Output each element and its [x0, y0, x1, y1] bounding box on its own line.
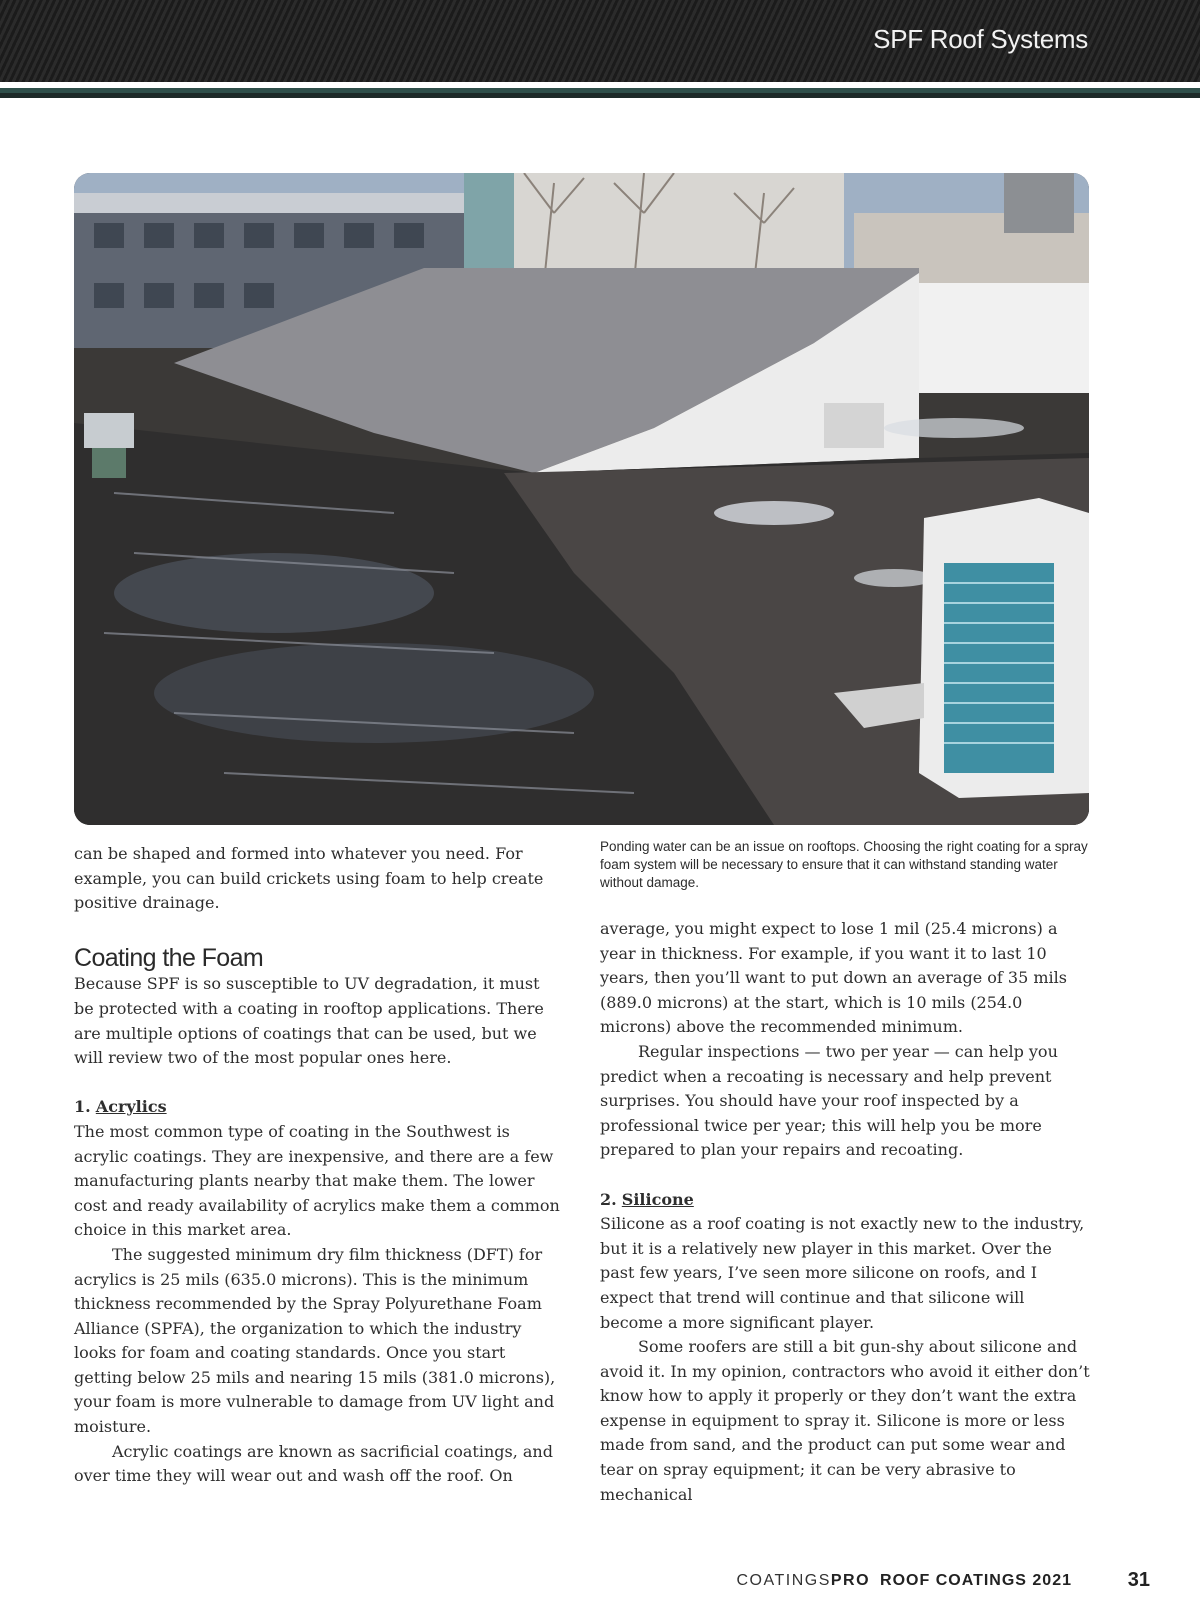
- silicone-heading: 2. Silicone: [600, 1189, 694, 1209]
- silicone-paragraph-2: Some roofers are still a bit gun-shy about silicone and avoid it. In my opinion, contractors who avoid it either don’t know how to apply it properly or they don’t want the extra expense in equipment to spray it. Silicone is more or less made from sand, and the product can put some wear and tear on spray equipment; it can be very abrasive to mechanical: [600, 1337, 1090, 1504]
- header-dark-stripe: [0, 93, 1200, 98]
- coating-intro-paragraph: Because SPF is so susceptible to UV degradation, it must be protected with a coating in rooftop applications. There are multiple options of coatings that can be used, but we will review two of the most popular ones here.: [74, 974, 544, 1068]
- page-number: 31: [1127, 1569, 1150, 1591]
- right-column: [600, 917, 1090, 1507]
- continuation-paragraph: average, you might expect to lose 1 mil (25.4 microns) a year in thickness. For example, if you want it to last 10 years, then you’ll want to put down an average of 35 mils (889.0 microns) at the start, which is 10 mils (254.0 microns) above the recommended minimum.: [600, 919, 1067, 1037]
- photo-caption: Ponding water can be an issue on rooftops. Choosing the right coating for a spray foam system will be necessary to ensure that it can withstand standing water without damage.: [600, 839, 1088, 890]
- section-title: SPF Roof Systems: [873, 24, 1088, 54]
- page-footer: [0, 1568, 1200, 1598]
- acrylics-paragraph-3: Acrylic coatings are known as sacrificial coatings, and over time they will wear out and wash off the roof. On: [74, 1441, 553, 1486]
- rooftop-photo: [74, 173, 1089, 825]
- acrylics-paragraph-2: The suggested minimum dry film thickness (DFT) for acrylics is 25 mils (635.0 microns). This is the minimum thickness recommended by the Spray Polyurethane Foam Alliance (SPFA), the organization to which the industry looks for foam and coating standards. Once you start getting below 25 mils and nearing 15 mils (381.0 microns), your foam is more vulnerable to damage from UV light and moisture.: [74, 1244, 556, 1437]
- acrylics-heading: 1. Acrylics: [74, 1097, 167, 1117]
- left-column: [74, 842, 564, 1489]
- intro-paragraph: can be shaped and formed into whatever you need. For example, you can build crickets using foam to help create positive drainage.: [74, 844, 544, 913]
- acrylics-paragraph-1: The most common type of coating in the Southwest is acrylic coatings. They are inexpensive, and there are a few manufacturing plants nearby that make them. The lower cost and ready availability of acrylics make them a common choice in this market area.: [74, 1121, 560, 1240]
- inspections-paragraph: Regular inspections — two per year — can help you predict when a recoating is necessary and help prevent surprises. You should have your roof inspected by a professional twice per year; this will help you be more prepared to plan your repairs and recoating.: [600, 1041, 1058, 1160]
- section-heading: Coating the Foam: [74, 943, 264, 972]
- page-header: [0, 0, 1200, 82]
- silicone-paragraph-1: Silicone as a roof coating is not exactly new to the industry, but it is a relatively new player in this market. Over the past few years, I’ve seen more silicone on roofs, and I expect that trend will continue and that silicone will become a more significant player.: [600, 1214, 1085, 1332]
- publication-name: COATINGSPRO ROOF COATINGS 2021: [736, 1572, 1072, 1589]
